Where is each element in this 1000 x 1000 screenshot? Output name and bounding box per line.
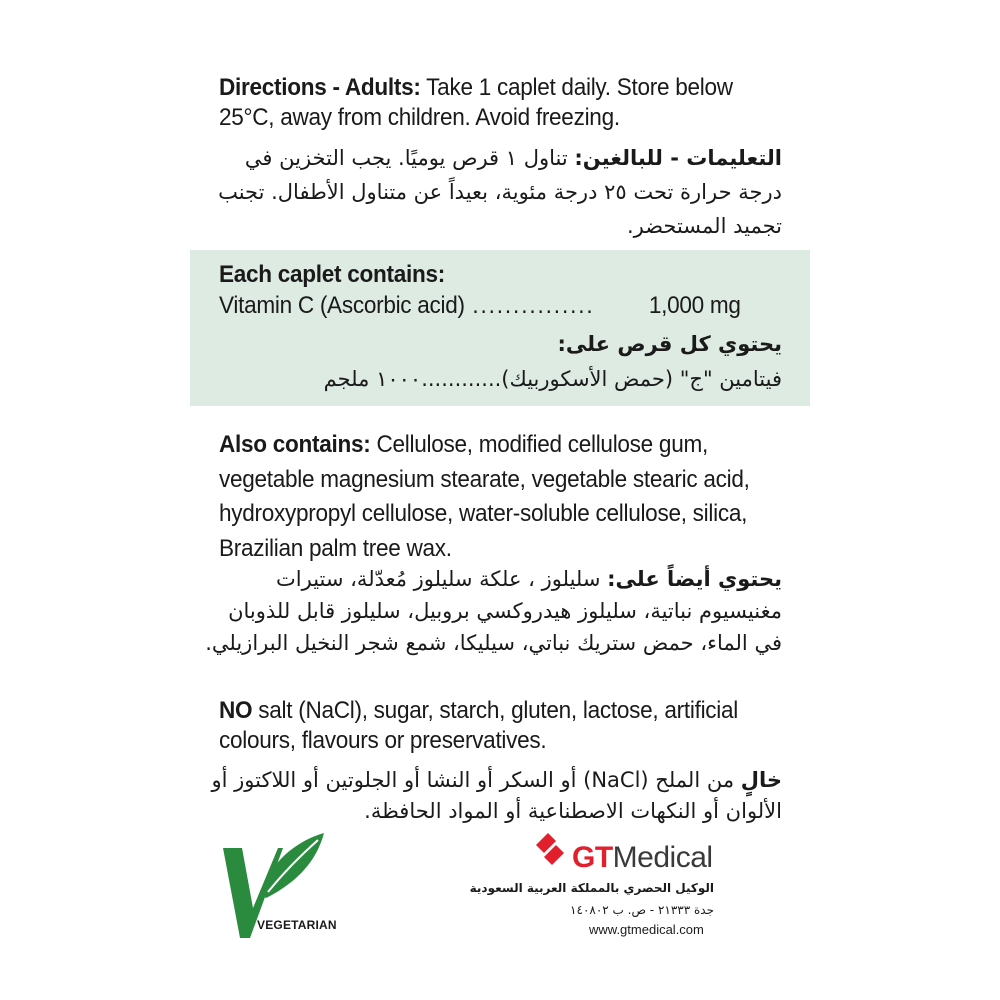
distributor-agent-line: الوكيل الحصري بالمملكة العربية السعودية [469,881,714,895]
leader-dots-en: ............... [472,292,595,319]
directions-ar-text: تناول ١ قرص يوميًا. يجب التخزين في درجة حرارة تحت ٢٥ درجة مئوية، بعيداً عن متناول الأطفال. تجنب تجميد المستحضر. [218,146,782,238]
also-contains-en-text: Cellulose, modified cellulose gum, vegetable magnesium stearate, vegetable stearic acid, hydroxypropyl cellulose, water-soluble cellulose, silica, Brazilian palm tree wax. [219,431,750,562]
free-from-en [219,696,764,756]
free-from-ar-label: خالٍ [740,768,782,792]
also-contains-en-label: Also contains: [219,431,371,458]
gt-medical-logo [534,829,714,879]
contains-title-en [219,260,764,290]
free-from-ar [202,765,782,827]
contains-title-en-text: Each caplet contains: [219,261,446,288]
also-contains-ar [202,563,782,659]
amount-en: 1,000 mg [648,292,741,319]
also-contains-en [219,428,764,566]
amount-ar: ١٠٠٠ ملجم [323,367,422,391]
vegetarian-label: VEGETARIAN [257,918,337,932]
free-from-en-text: salt (NaCl), sugar, starch, gluten, lactose, artificial colours, flavours or preservatives. [219,697,739,754]
distributor-website: www.gtmedical.com [589,922,704,937]
gt-medical-logo-icon [534,831,568,871]
gt-brand-rest: Medical [612,841,713,874]
distributor-address: جدة ٢١٣٣٣ - ص. ب ١٤٠٨٠٢ [570,903,714,917]
directions-ar [202,141,782,243]
also-contains-ar-text: سليلوز ، علكة سليلوز مُعدّلة، ستيرات مغنيسيوم نباتية، سليلوز هيدروكسي بروبيل، سليلوز قابل للذوبان في الماء، حمض ستريك نباتي، سيليكا، شمع شجر النخيل البرازيلي. [205,567,782,655]
gt-brand-bold: GT [572,841,613,874]
directions-en-label: Directions - Adults: [219,74,421,101]
gt-medical-wordmark [572,841,713,875]
leader-dots-ar: ............ [421,367,502,391]
contains-title-ar [202,329,782,360]
directions-en [219,73,764,133]
ingredient-ar: فيتامين "ج" (حمض الأسكوربيك) [501,367,782,391]
directions-ar-label: التعليمات - للبالغين: [574,146,782,170]
also-contains-ar-label: يحتوي أيضاً على: [607,567,782,591]
contains-title-ar-text: يحتوي كل قرص على: [557,332,782,356]
directions-en-text: Take 1 caplet daily. Store below 25°C, away from children. Avoid freezing. [219,74,733,131]
contains-line-en [219,291,741,321]
free-from-en-label: NO [219,697,253,724]
ingredient-en: Vitamin C (Ascorbic acid) [219,292,465,319]
contains-line-ar [202,364,782,395]
free-from-ar-text: من الملح (NaCl) أو السكر أو النشا أو الجلوتين أو اللاكتوز أو الألوان أو النكهات الاصطناعية أو المواد الحافظة. [211,768,782,823]
